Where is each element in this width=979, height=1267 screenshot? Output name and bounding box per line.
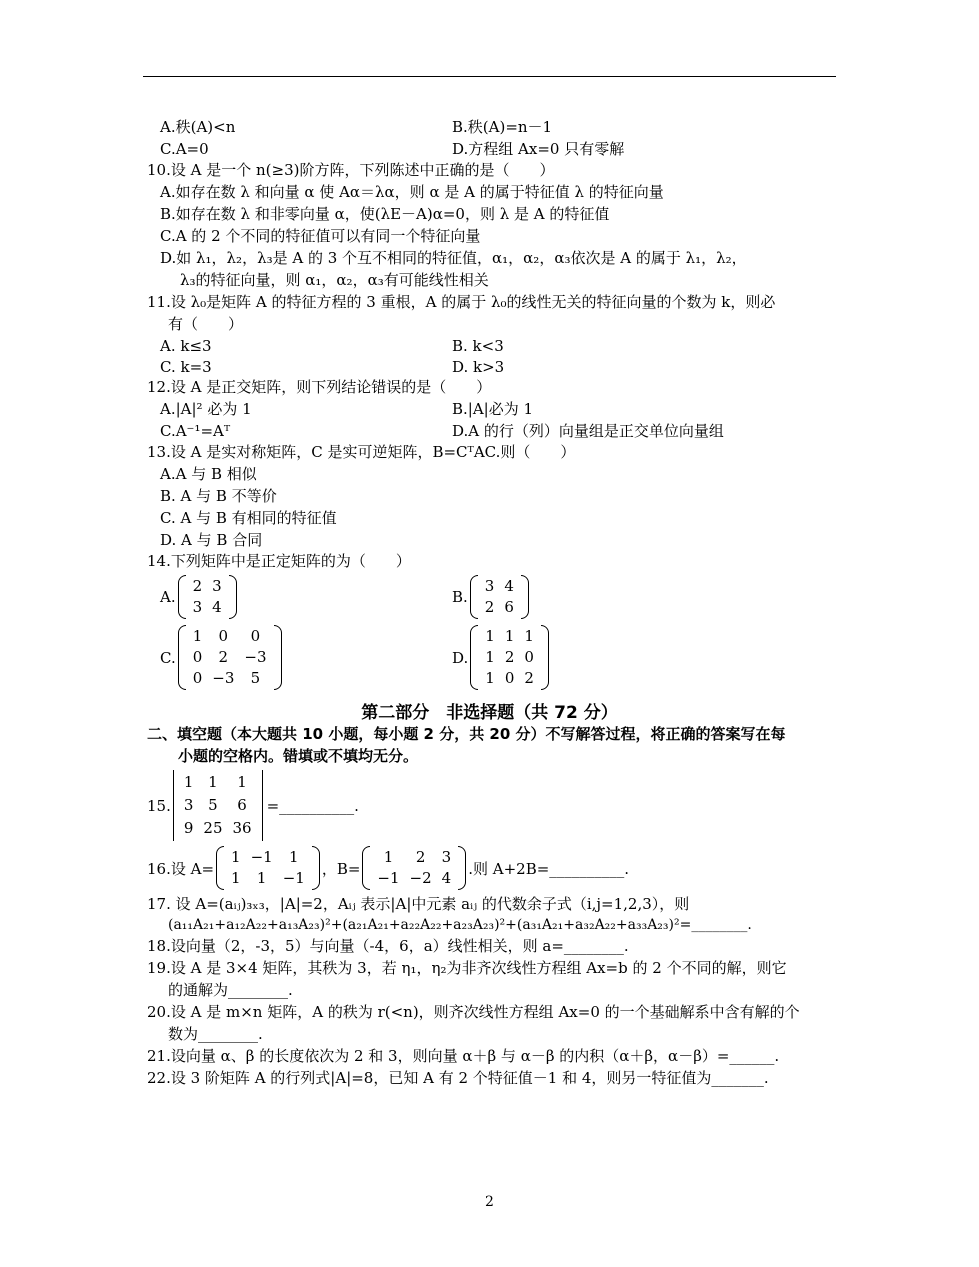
q13-option-d: D. A 与 B 合同 [160, 531, 263, 549]
q11-option-a: A. k≤3 [160, 337, 212, 355]
q11-option-d: D. k>3 [452, 358, 505, 376]
q19-line1: 19.设 A 是 3×4 矩阵，其秩为 3，若 η₁，η₂为非齐次线性方程组 Ax=b 的 2 个不同的解，则它 [147, 959, 787, 977]
q20-line2: 数为________. [168, 1025, 263, 1043]
q9-option-c: C.A=0 [160, 140, 209, 158]
q16-matrix-a: 1 −1 1 1 1 −1 [231, 848, 305, 887]
q14-stem: 14.下列矩阵中是正定矩阵的为（ ） [147, 552, 411, 570]
q10-option-c: C.A 的 2 个不同的特征值可以有同一个特征向量 [160, 227, 481, 245]
q12-option-c: C.A⁻¹=Aᵀ [160, 422, 231, 440]
q10-option-d-line2: λ₃的特征向量，则 α₁，α₂，α₃有可能线性相关 [180, 271, 489, 289]
page-number: 2 [485, 1194, 494, 1210]
q16-question: 16.设 A= 1 −1 1 1 1 −1 ，B= 1 2 3 −1 −2 4 .则 A+2B=__________. [147, 846, 629, 890]
q9-option-d: D.方程组 Ax=0 只有零解 [452, 140, 625, 158]
q14-option-d: D. 1 1 1 1 2 0 1 0 2 [452, 625, 549, 690]
q15-determinant: 15. 1 1 1 3 5 6 9 25 36 =__________. [147, 770, 359, 841]
matrix-a-grid: 2 3 3 4 [192, 577, 222, 616]
q20-line1: 20.设 A 是 m×n 矩阵，A 的秩为 r(<n)，则齐次线性方程组 Ax=0 的一个基础解系中含有解的个 [147, 1003, 800, 1021]
q13-option-c: C. A 与 B 有相同的特征值 [160, 509, 337, 527]
q10-stem: 10.设 A 是一个 n(≥3)阶方阵，下列陈述中正确的是（ ） [147, 161, 555, 179]
q22: 22.设 3 阶矩阵 A 的行列式|A|=8，已知 A 有 2 个特征值－1 和 4，则另一特征值为_______. [147, 1069, 769, 1087]
q14-option-b: B. 3 4 2 6 [452, 575, 529, 619]
q9-option-b: B.秩(A)=n－1 [452, 118, 553, 136]
q18: 18.设向量（2，-3，5）与向量（-4，6，a）线性相关，则 a=________. [147, 937, 629, 955]
header-rule [143, 76, 836, 77]
part2-title: 第二部分 非选择题（共 72 分） [361, 703, 618, 723]
section2-heading-line1: 二、填空题（本大题共 10 小题，每小题 2 分，共 20 分）不写解答过程，将正确的答案写在每 [147, 725, 786, 743]
q12-option-d: D.A 的行（列）向量组是正交单位向量组 [452, 422, 724, 440]
q11-option-c: C. k=3 [160, 358, 212, 376]
q11-option-b: B. k<3 [452, 337, 504, 355]
q16-matrix-b: 1 2 3 −1 −2 4 [377, 848, 452, 887]
q10-option-a: A.如存在数 λ 和向量 α 使 Aα＝λα，则 α 是 A 的属于特征值 λ 的特征向量 [160, 183, 664, 201]
q13-option-b: B. A 与 B 不等价 [160, 487, 277, 505]
matrix-c-grid: 1 0 0 0 2 −3 0 −3 5 [192, 627, 267, 687]
q15-answer-blank: =__________. [266, 796, 359, 815]
q11-stem-line1: 11.设 λ₀是矩阵 A 的特征方程的 3 重根，A 的属于 λ₀的线性无关的特征向量的个数为 k，则必 [147, 293, 776, 311]
q12-option-a: A.|A|² 必为 1 [160, 400, 252, 418]
q13-option-a: A.A 与 B 相似 [160, 465, 257, 483]
q17-line2: (a₁₁A₂₁+a₁₂A₂₂+a₁₃A₂₃)²+(a₂₁A₂₁+a₂₂A₂₂+a₂₃A₂₃)²+(a₃₁A₂₁+a₃₂A₂₂+a₃₃A₂₃)²=________. [168, 917, 752, 933]
q19-line2: 的通解为________. [168, 981, 293, 999]
q16-answer-blank: .则 A+2B=__________. [468, 859, 630, 878]
q14-option-c: C. 1 0 0 0 2 −3 0 −3 5 [160, 625, 282, 690]
section2-heading-line2: 小题的空格内。错填或不填均无分。 [178, 747, 419, 765]
matrix-d-grid: 1 1 1 1 2 0 1 0 2 [485, 627, 534, 687]
q9-option-a: A.秩(A)<n [160, 118, 236, 136]
determinant-grid: 1 1 1 3 5 6 9 25 36 [183, 773, 252, 837]
q11-stem-line2: 有（ ） [168, 315, 244, 333]
q10-option-b: B.如存在数 λ 和非零向量 α，使(λE－A)α=0，则 λ 是 A 的特征值 [160, 205, 610, 223]
matrix-b-grid: 3 4 2 6 [484, 577, 514, 616]
q17-line1: 17. 设 A=(aᵢⱼ)₃ₓ₃，|A|=2，Aᵢⱼ 表示|A|中元素 aᵢⱼ 的代数余子式（i,j=1,2,3），则 [147, 895, 690, 913]
q13-stem: 13.设 A 是实对称矩阵，C 是实可逆矩阵，B=CᵀAC.则（ ） [147, 443, 576, 461]
q12-stem: 12.设 A 是正交矩阵，则下列结论错误的是（ ） [147, 378, 492, 396]
q14-option-a: A. 2 3 3 4 [160, 575, 237, 619]
q10-option-d-line1: D.如 λ₁，λ₂，λ₃是 A 的 3 个互不相同的特征值，α₁，α₂，α₃依次是 A 的属于 λ₁，λ₂， [160, 249, 747, 267]
q21: 21.设向量 α、β 的长度依次为 2 和 3，则向量 α＋β 与 α－β 的内积（α＋β，α－β）=______. [147, 1047, 780, 1065]
q12-option-b: B.|A|必为 1 [452, 400, 534, 418]
